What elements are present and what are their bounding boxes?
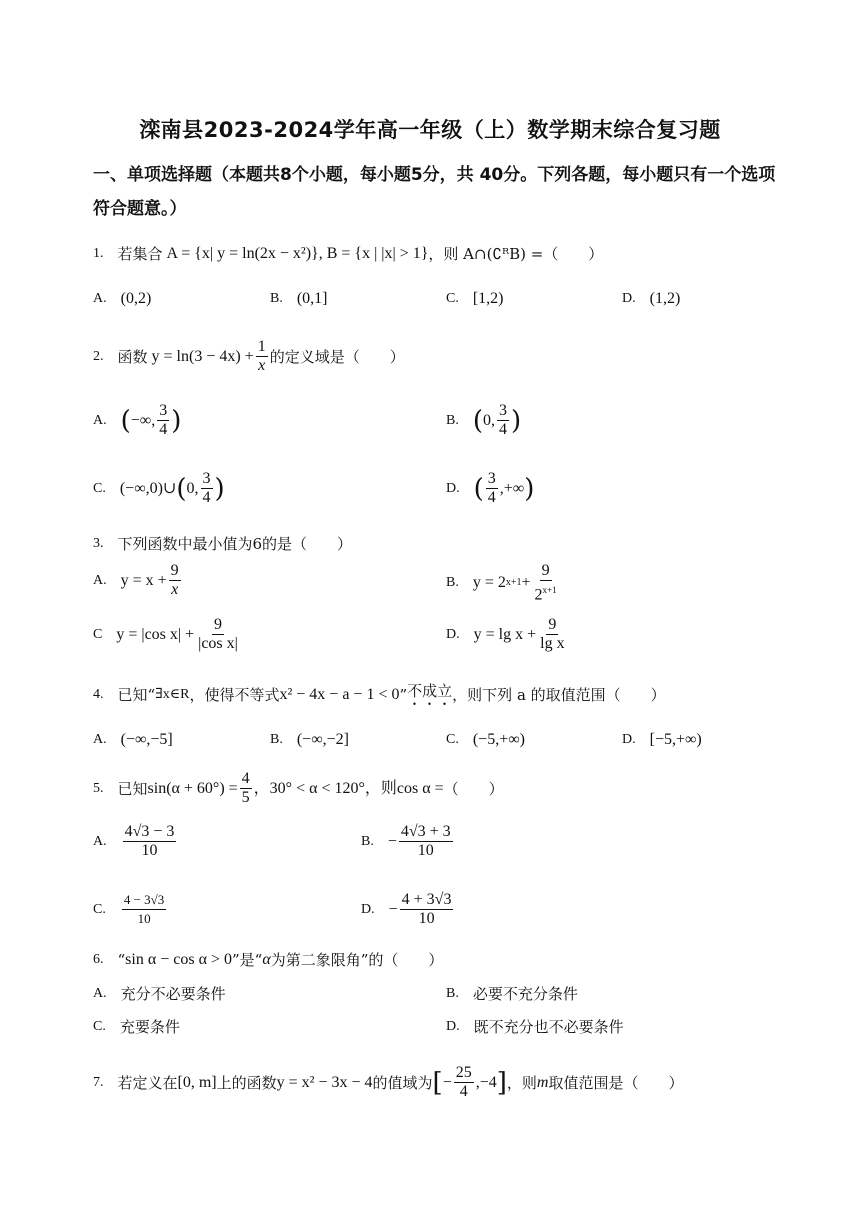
q3-option-b[interactable]: B. y = 2 x+1 + $\frac{9}{2^{x+1}}$ (446, 562, 557, 604)
question-6: 6. “ sin α − cos α > 0 ”是“ α 为第二象限角”的（ ） (93, 951, 444, 969)
q3-option-d[interactable]: D. y = lg x + $\frac{9}{\text{lg x}}$ (446, 616, 565, 652)
question-3: 3. 下列函数中最小值为6的是（ ） (93, 535, 353, 553)
page-title: 滦南县2023-2024学年高一年级（上）数学期末综合复习题 (139, 118, 721, 142)
q6-option-a[interactable]: A. 充分不必要条件 (93, 985, 226, 1003)
q5-option-d[interactable]: D. − $\frac{4 + 3√3}{10}$ (361, 891, 452, 927)
q5-option-a[interactable]: A. $\frac{4√3 - 3}{10}$ (93, 823, 175, 859)
q6-option-b[interactable]: B. 必要不充分条件 (446, 985, 578, 1003)
q5-option-b[interactable]: B. − $\frac{4√3 + 3}{10}$ (361, 823, 451, 859)
q6-option-d[interactable]: D. 既不充分也不必要条件 (446, 1018, 624, 1036)
q1-option-d[interactable]: D. (1,2) (622, 290, 681, 307)
q2-option-a[interactable]: A. ( −∞, $\frac{3}{4}$ ) (93, 402, 182, 438)
q3-option-c[interactable]: C y = |cos x| + $\frac{9}{\text{|cos x|}}$ (93, 616, 238, 652)
q4-option-d[interactable]: D. [−5,+∞) (622, 731, 702, 748)
q4-option-c[interactable]: C. (−5,+∞) (446, 731, 525, 748)
emphasis-text: 不成立 (407, 682, 453, 700)
q1-option-a[interactable]: A. (0,2) (93, 290, 152, 307)
question-5: 5. 已知 sin(α + 60°) = $\frac{4}{5}$ ，30° < α < 120°，则 cos α = （ ） (93, 770, 504, 806)
question-2: 2. 函数 y = ln(3 − 4x) + $\frac{1}{x}$ 的定义域是（ ） (93, 338, 405, 374)
q2-option-d[interactable]: D. ( $\frac{3}{4}$ ,+∞ ) (446, 470, 535, 506)
q5-option-c[interactable]: C. $\frac{4 - 3√3}{10}$ (93, 892, 165, 926)
q2-option-c[interactable]: C. (−∞,0)∪ ( 0, $\frac{3}{4}$ ) (93, 470, 225, 506)
q4-option-b[interactable]: B. (−∞,−2] (270, 731, 349, 748)
q3-option-a[interactable]: A. y = x + $\frac{9}{x}$ (93, 562, 179, 598)
q1-formula: A = {x| y = ln(2x − x²)}, B = {x | |x| > 1} (166, 245, 429, 262)
question-1: 1. 若集合 A = {x| y = ln(2x − x²)}, B = {x | |x| > 1} ，则 A∩(∁ᴿB) =（ ） (93, 245, 604, 263)
q6-option-c[interactable]: C. 充要条件 (93, 1018, 180, 1036)
q1-option-b[interactable]: B. (0,1] (270, 290, 328, 307)
q1-option-c[interactable]: C. [1,2) (446, 290, 504, 307)
question-7: 7. 若定义在 [0, m] 上的函数 y = x² − 3x − 4 的值域为 [ − $\frac{25}{4}$ ,−4 ] ，则 m 取值范围是（ ） (93, 1064, 684, 1100)
question-4: 4. 已知“ ∃x∈R ，使得不等式 x² − 4x − a − 1 < 0 ” 不成立 ，则下列 a 的取值范围（ ） (93, 680, 666, 709)
section-heading: 一、单项选择题（本题共8个小题，每小题5分，共 40分。下列各题，每小题只有一个选项符合题意。） (93, 165, 776, 219)
q4-option-a[interactable]: A. (−∞,−5] (93, 731, 173, 748)
q2-option-b[interactable]: B. ( 0, $\frac{3}{4}$ ) (446, 402, 522, 438)
